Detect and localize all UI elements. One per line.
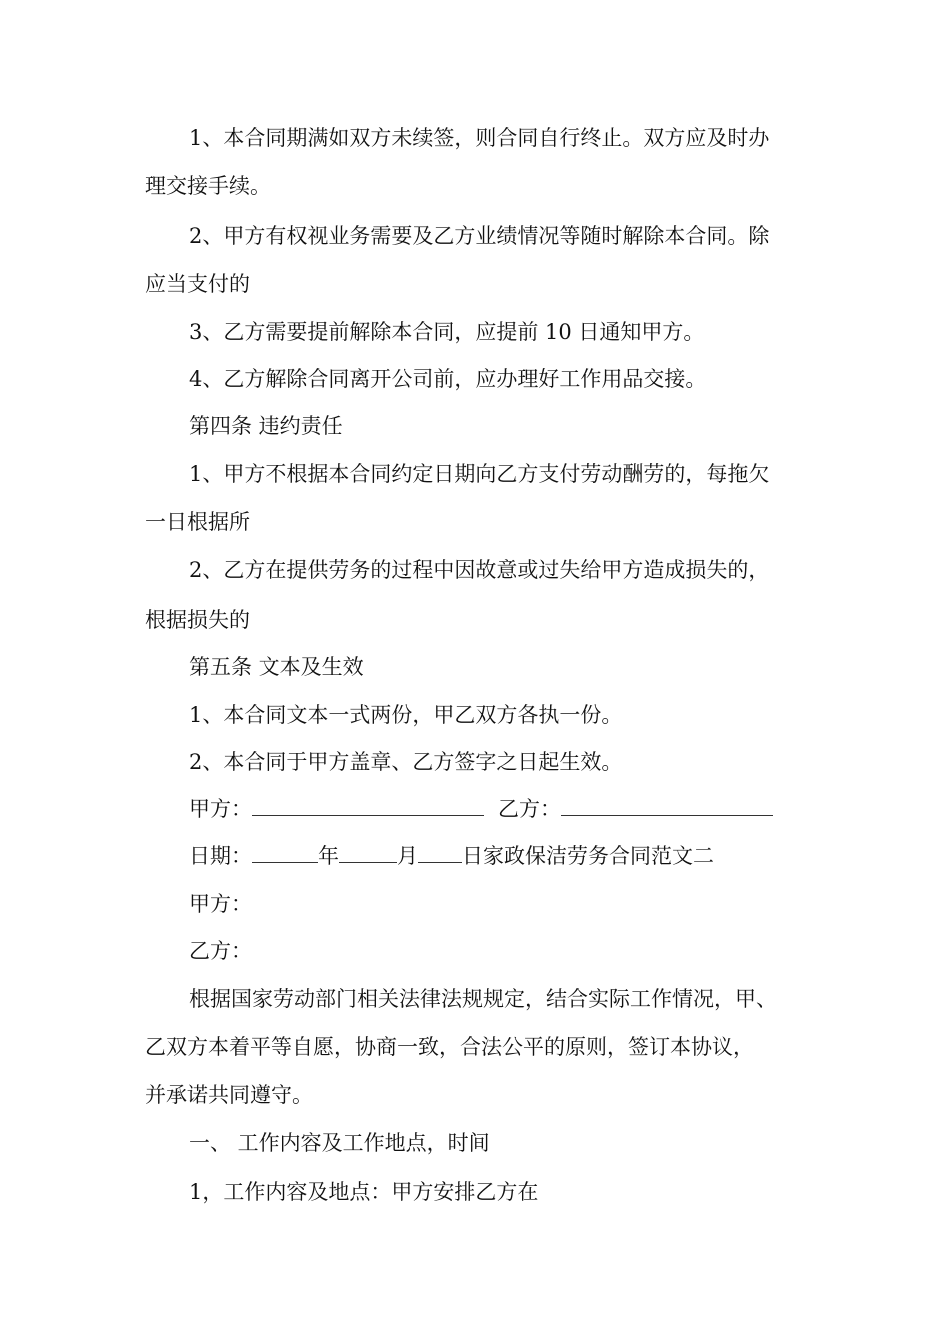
paragraph-line: 2、本合同于甲方盖章、乙方签字之日起生效。	[189, 750, 623, 774]
paragraph-line: 应当支付的	[145, 272, 250, 296]
year-blank[interactable]	[252, 844, 318, 863]
paragraph-line: 2、乙方在提供劳务的过程中因故意或过失给甲方造成损失的，	[189, 558, 770, 582]
section-heading: 第五条 文本及生效	[189, 655, 364, 679]
paragraph-line: 乙双方本着平等自愿，协商一致，合法公平的原则，签订本协议，	[145, 1035, 754, 1059]
paragraph-line: 根据损失的	[145, 608, 250, 632]
date-label: 日期：	[189, 844, 252, 868]
paragraph-line: 1，工作内容及地点：甲方安排乙方在	[189, 1180, 539, 1204]
party-a-label: 甲方：	[189, 797, 252, 821]
month-label: 月	[397, 844, 418, 868]
month-blank[interactable]	[339, 844, 397, 863]
party-b-blank[interactable]	[561, 797, 773, 816]
date-line	[189, 843, 714, 869]
paragraph-line: 1、本合同期满如双方未续签，则合同自行终止。双方应及时办	[189, 126, 770, 150]
party-a-line: 甲方：	[189, 892, 252, 916]
paragraph-line: 并承诺共同遵守。	[145, 1083, 313, 1107]
paragraph-line: 2、甲方有权视业务需要及乙方业绩情况等随时解除本合同。除	[189, 224, 770, 248]
paragraph-line: 1、本合同文本一式两份，甲乙双方各执一份。	[189, 703, 623, 727]
party-a-blank[interactable]	[252, 797, 484, 816]
paragraph-line: 4、乙方解除合同离开公司前，应办理好工作用品交接。	[189, 367, 707, 391]
date-line-rest: 日家政保洁劳务合同范文二	[462, 844, 714, 868]
party-b-line: 乙方：	[189, 939, 252, 963]
paragraph-line: 1、甲方不根据本合同约定日期向乙方支付劳动酬劳的，每拖欠	[189, 462, 770, 486]
section-heading: 一、 工作内容及工作地点，时间	[189, 1131, 490, 1155]
day-blank[interactable]	[418, 844, 462, 863]
paragraph-line: 一日根据所	[145, 510, 250, 534]
year-label: 年	[318, 844, 339, 868]
paragraph-line: 根据国家劳动部门相关法律法规规定，结合实际工作情况，甲、	[189, 987, 777, 1011]
paragraph-line: 3、乙方需要提前解除本合同，应提前 10 日通知甲方。	[189, 320, 705, 344]
signature-line	[189, 796, 773, 822]
section-heading: 第四条 违约责任	[189, 414, 343, 438]
paragraph-line: 理交接手续。	[145, 174, 271, 198]
party-b-label: 乙方：	[498, 797, 561, 821]
